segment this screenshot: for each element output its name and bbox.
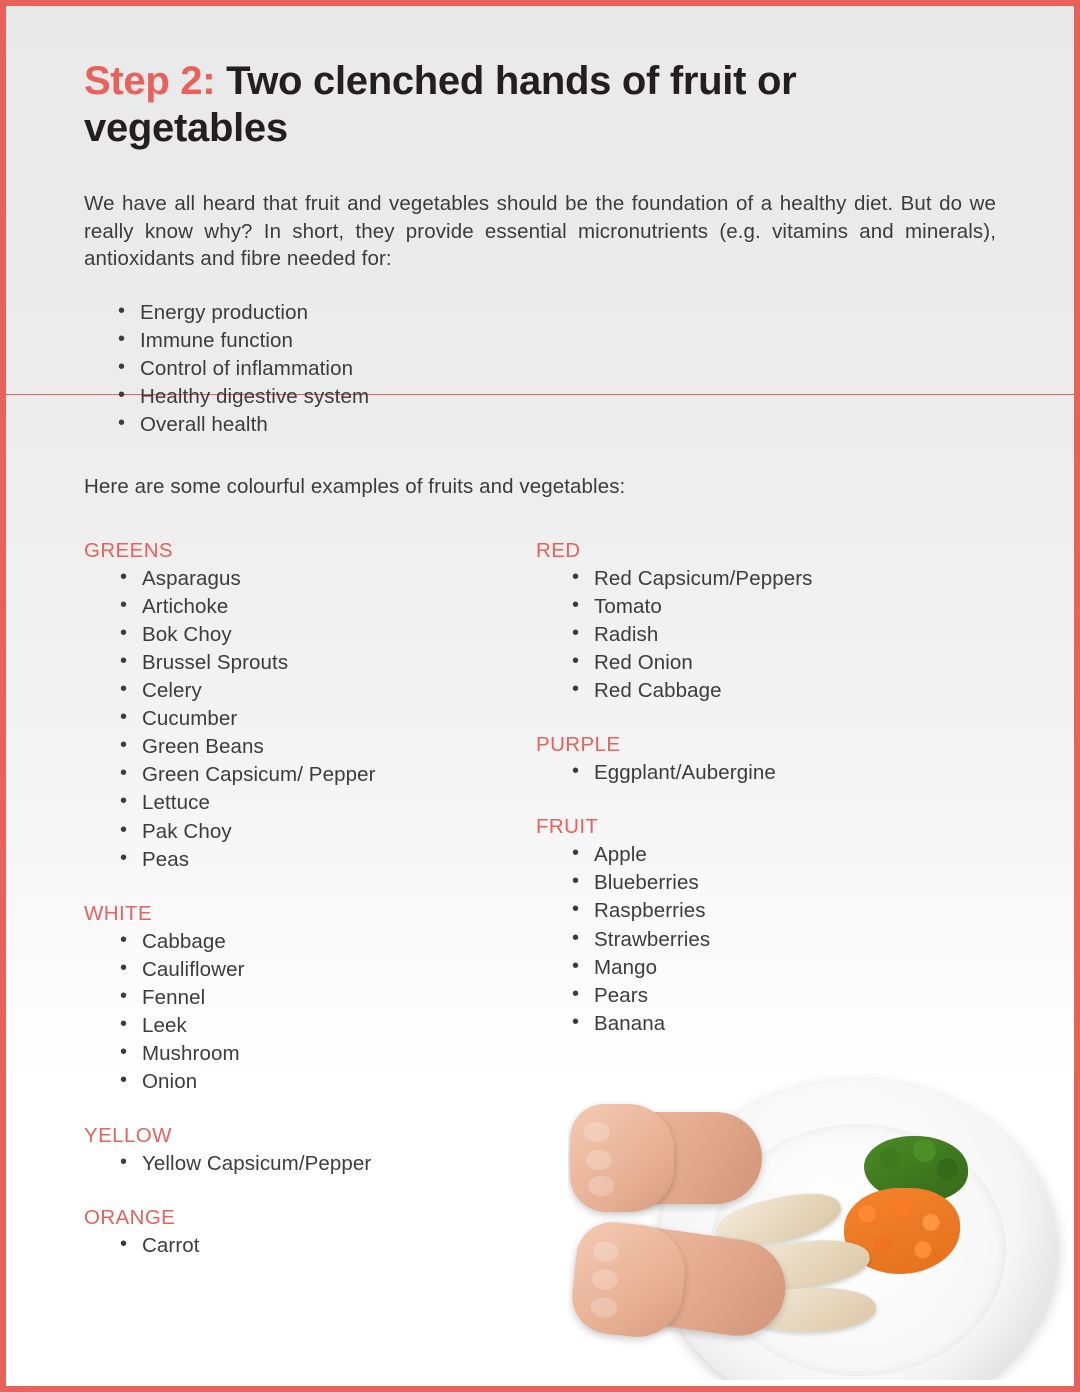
- list-item: • Energy production: [118, 299, 1002, 327]
- knuckle-highlight: [588, 1176, 614, 1196]
- knuckle-highlight: [590, 1296, 618, 1319]
- list-item: • Bok Choy: [120, 621, 536, 649]
- list-item: • Pak Choy: [120, 818, 536, 846]
- group-purple: [536, 733, 988, 787]
- list-item: • Eggplant/Aubergine: [572, 759, 988, 787]
- list-item: • Red Capsicum/Peppers: [572, 565, 988, 593]
- group-fruit: [536, 815, 988, 1038]
- list-item: • Cauliflower: [120, 956, 536, 984]
- list-item: • Immune function: [118, 327, 1002, 355]
- group-red: [536, 539, 988, 705]
- group-heading: FRUIT: [536, 815, 599, 839]
- list-item: • Strawberries: [572, 926, 988, 954]
- list-item: • Cucumber: [120, 705, 536, 733]
- page-title: [84, 58, 984, 152]
- list-item: • Onion: [120, 1068, 536, 1096]
- list-item: • Leek: [120, 1012, 536, 1040]
- group-items: [536, 759, 988, 787]
- list-item: • Raspberries: [572, 897, 988, 925]
- list-item: • Tomato: [572, 593, 988, 621]
- list-item: • Fennel: [120, 984, 536, 1012]
- list-item: • Control of inflammation: [118, 355, 1002, 383]
- list-item: • Red Onion: [572, 649, 988, 677]
- list-item: • Overall health: [118, 411, 1002, 439]
- group-items: [84, 565, 536, 874]
- list-item: • Brussel Sprouts: [120, 649, 536, 677]
- examples-lead-in: Here are some colourful examples of fruits and vegetables:: [84, 475, 626, 499]
- list-item: • Green Beans: [120, 733, 536, 761]
- list-item: • Lettuce: [120, 789, 536, 817]
- portion-size-photo: [568, 1050, 1068, 1380]
- group-items: [84, 928, 536, 1096]
- list-item: • Apple: [572, 841, 988, 869]
- list-item: • Banana: [572, 1010, 988, 1038]
- group-items: [536, 565, 988, 705]
- list-item: • Cabbage: [120, 928, 536, 956]
- page-title-rest: Two clenched hands of fruit or vegetables: [84, 59, 797, 151]
- list-item: • Carrot: [120, 1232, 536, 1260]
- group-items: [536, 841, 988, 1038]
- group-yellow: [84, 1124, 536, 1178]
- list-item: • Mushroom: [120, 1040, 536, 1068]
- list-item: • Green Capsicum/ Pepper: [120, 761, 536, 789]
- group-heading: GREENS: [84, 538, 173, 562]
- list-item: • Red Cabbage: [572, 677, 988, 705]
- list-item: • Blueberries: [572, 869, 988, 897]
- list-item: • Radish: [572, 621, 988, 649]
- list-item: • Yellow Capsicum/Pepper: [120, 1150, 536, 1178]
- intro-paragraph: We have all heard that fruit and vegetables should be the foundation of a healthy diet. But do we really know why? In short, they provide essential micronutrients (e.g. vitamins and minerals), antioxidants and fibre needed for:: [84, 192, 996, 271]
- group-heading: ORANGE: [84, 1206, 176, 1230]
- list-item: • Pears: [572, 982, 988, 1010]
- list-item: • Artichoke: [120, 593, 536, 621]
- group-items: [84, 1150, 536, 1178]
- group-items: [84, 1232, 536, 1260]
- group-heading: PURPLE: [536, 733, 621, 757]
- knuckle-highlight: [591, 1268, 619, 1291]
- group-heading: YELLOW: [84, 1124, 172, 1148]
- knuckle-highlight: [586, 1150, 612, 1170]
- list-item: • Asparagus: [120, 565, 536, 593]
- list-item: • Celery: [120, 677, 536, 705]
- clenched-fist-graphic: [570, 1104, 674, 1212]
- list-item: • Healthy digestive system: [118, 383, 1002, 411]
- group-white: [84, 902, 536, 1096]
- list-item: • Peas: [120, 846, 536, 874]
- group-greens: [84, 539, 536, 874]
- knuckle-highlight: [592, 1240, 620, 1263]
- group-orange: [84, 1206, 536, 1260]
- knuckle-highlight: [584, 1122, 610, 1142]
- group-heading: RED: [536, 538, 581, 562]
- page-title-step: Step 2:: [84, 59, 216, 103]
- list-item: • Mango: [572, 954, 988, 982]
- left-column: [84, 539, 536, 1260]
- benefits-list: [84, 299, 1002, 439]
- group-heading: WHITE: [84, 901, 153, 925]
